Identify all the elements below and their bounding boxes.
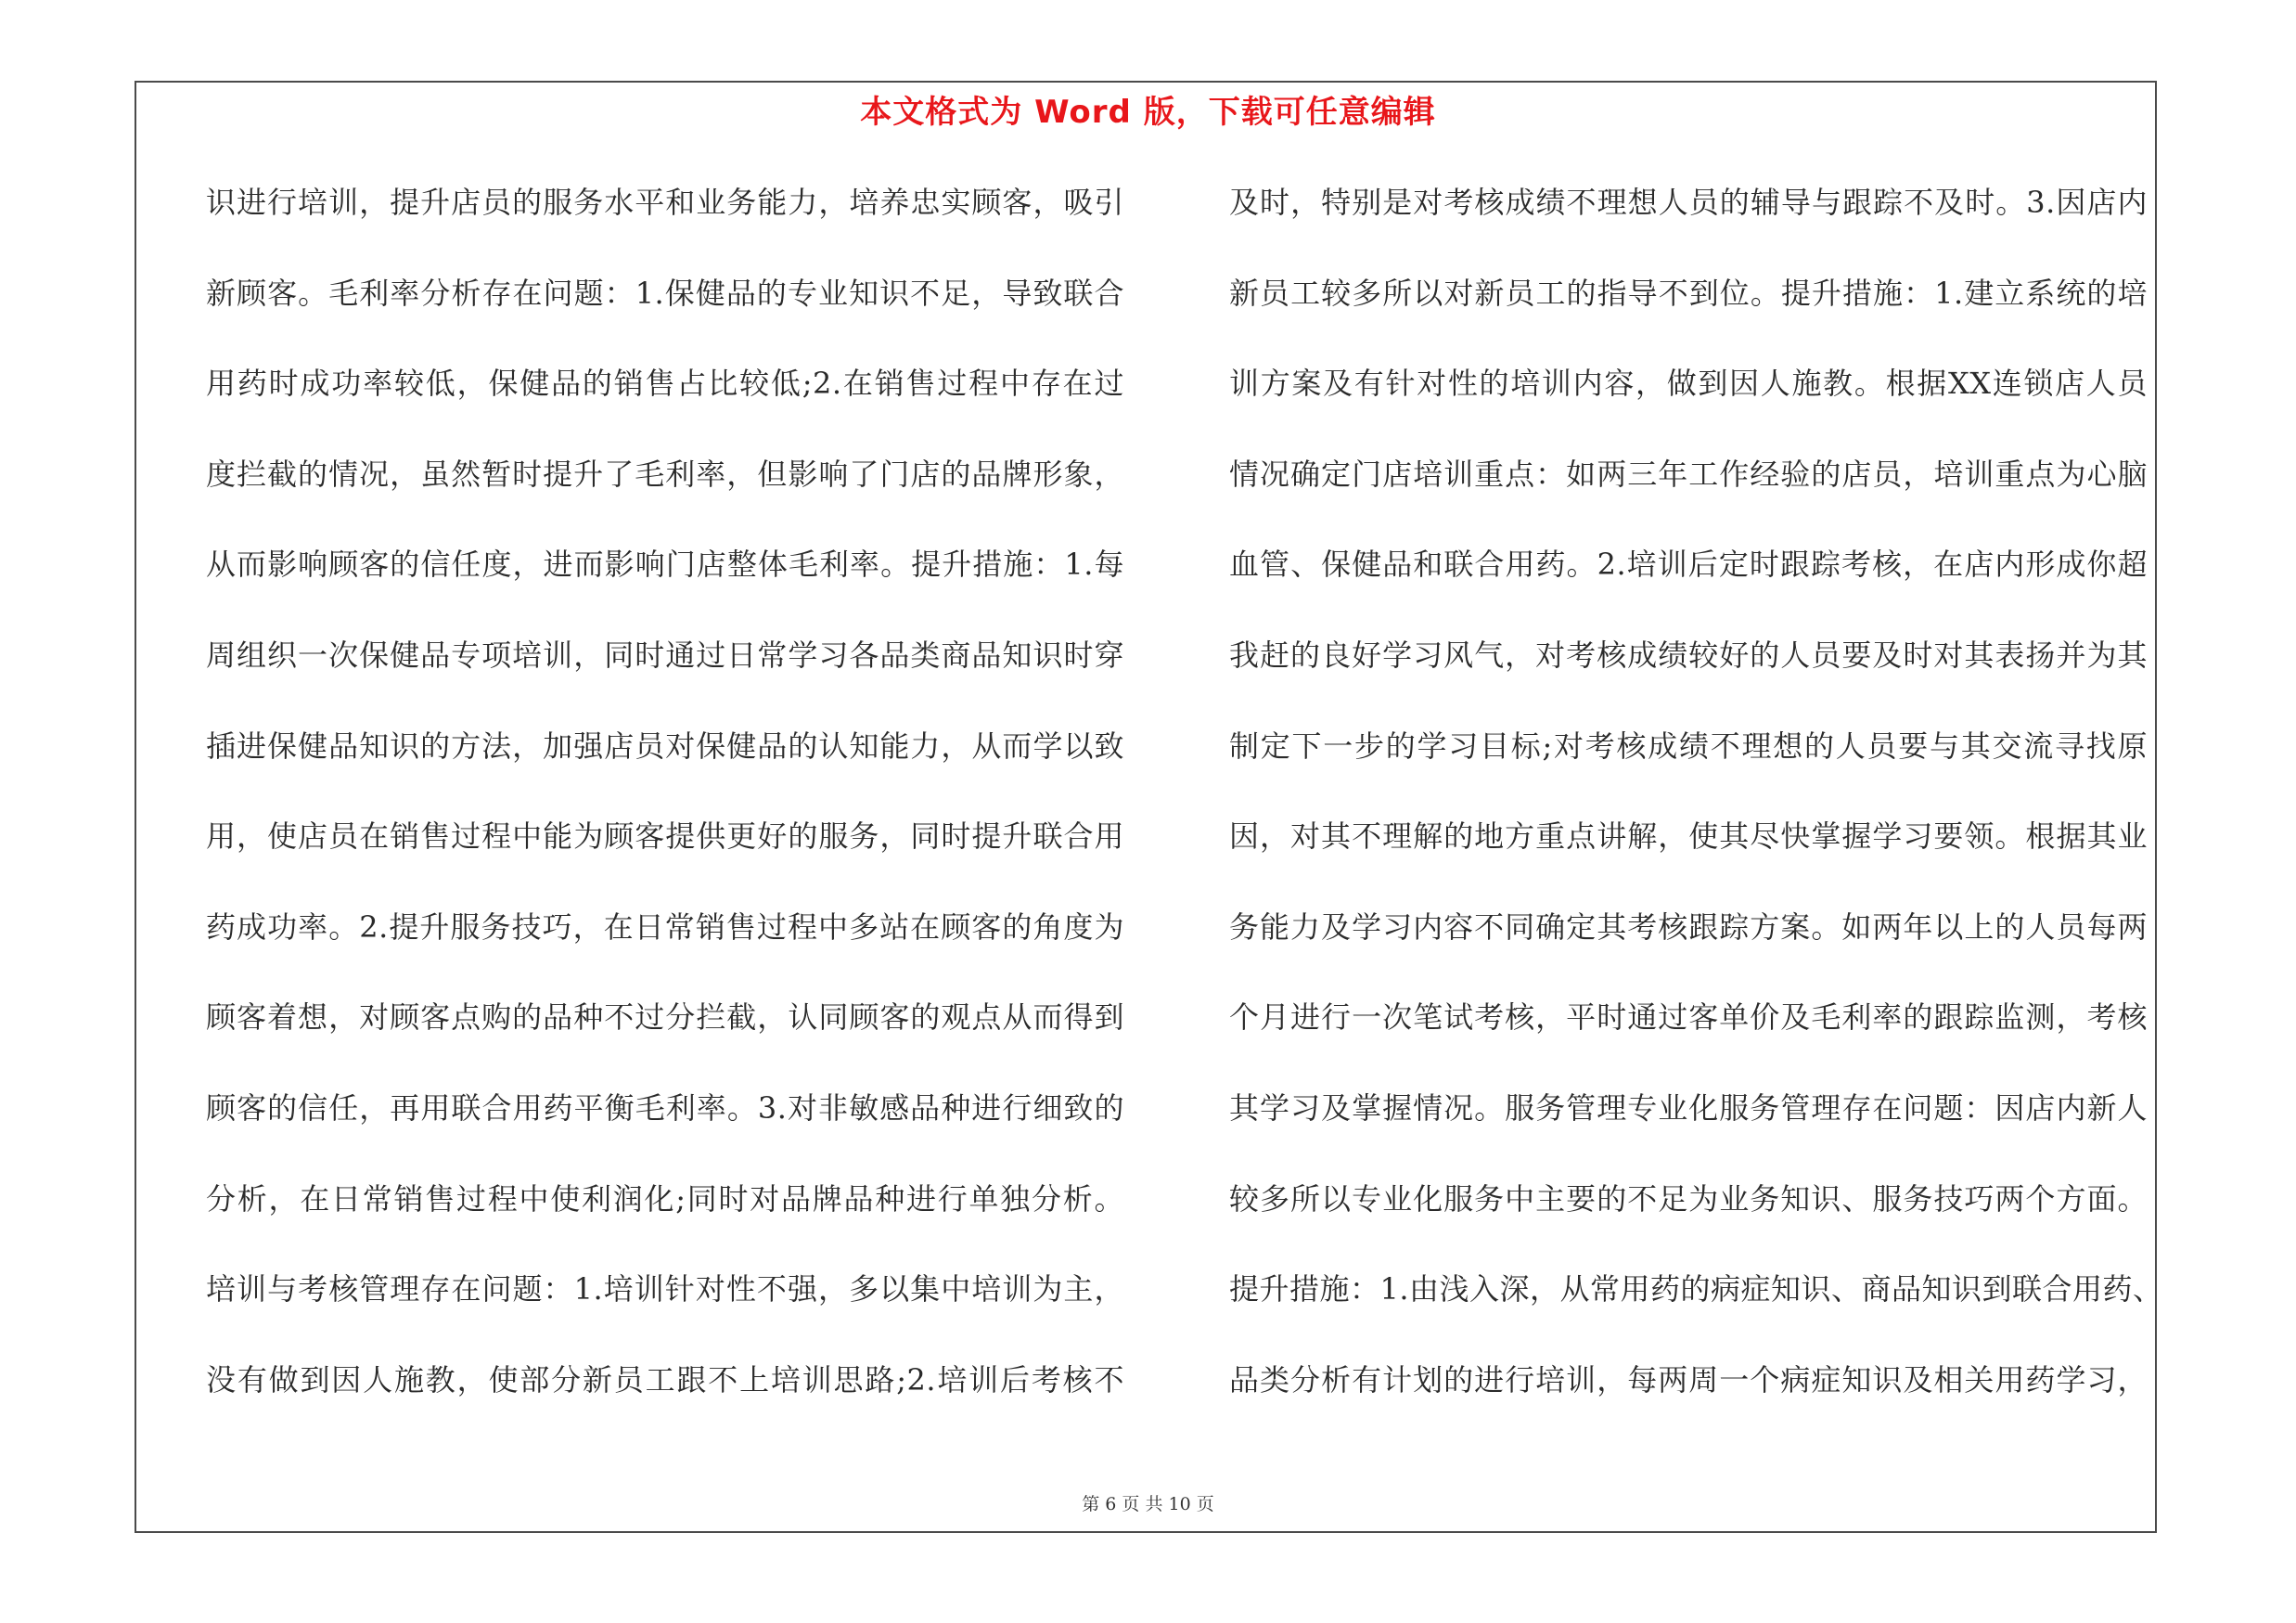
text-line: 药成功率。2.提升服务技巧，在日常销售过程中多站在顾客的角度为 (206, 908, 1124, 945)
text-line: 及时，特别是对考核成绩不理想人员的辅导与跟踪不及时。3.因店内 (1229, 185, 2148, 220)
text-line: 提升措施：1.由浅入深，从常用药的病症知识、商品知识到联合用药、 (1229, 1271, 2163, 1307)
text-line: 其学习及掌握情况。服务管理专业化服务管理存在问题：因店内新人 (1229, 1089, 2148, 1126)
text-line: 新员工较多所以对新员工的指导不到位。提升措施：1.建立系统的培 (1229, 275, 2148, 311)
text-line: 分析，在日常销售过程中使利润化;同时对品牌品种进行单独分析。 (206, 1180, 1124, 1217)
text-line: 度拦截的情况，虽然暂时提升了毛利率，但影响了门店的品牌形象， (206, 456, 1124, 492)
format-banner: 本文格式为 Word 版，下载可任意编辑 (860, 94, 1436, 131)
text-line: 从而影响顾客的信任度，进而影响门店整体毛利率。提升措施：1.每 (206, 547, 1124, 583)
text-line: 务能力及学习内容不同确定其考核跟踪方案。如两年以上的人员每两 (1229, 908, 2148, 945)
text-line: 用药时成功率较低，保健品的销售占比较低;2.在销售过程中存在过 (206, 366, 1124, 402)
page-number-footer: 第 6 页 共 10 页 (1082, 1494, 1214, 1514)
text-line: 品类分析有计划的进行培训，每两周一个病症知识及相关用药学习， (1229, 1361, 2148, 1398)
text-line: 情况确定门店培训重点：如两三年工作经验的店员，培训重点为心脑 (1229, 456, 2148, 492)
right-text-column (1229, 182, 2163, 1449)
text-line: 制定下一步的学习目标;对考核成绩不理想的人员要与其交流寻找原 (1229, 728, 2148, 764)
text-line: 我赶的良好学习风气，对考核成绩较好的人员要及时对其表扬并为其 (1229, 637, 2148, 673)
text-line: 因，对其不理解的地方重点讲解，使其尽快掌握学习要领。根据其业 (1229, 818, 2148, 855)
text-line: 周组织一次保健品专项培训，同时通过日常学习各品类商品知识时穿 (206, 637, 1124, 673)
text-line: 识进行培训，提升店员的服务水平和业务能力，培养忠实顾客，吸引 (206, 185, 1124, 220)
text-line: 较多所以专业化服务中主要的不足为业务知识、服务技巧两个方面。 (1229, 1180, 2148, 1217)
text-line: 用，使店员在销售过程中能为顾客提供更好的服务，同时提升联合用 (206, 818, 1124, 855)
text-line: 血管、保健品和联合用药。2.培训后定时跟踪考核，在店内形成你超 (1229, 547, 2148, 583)
left-text-column (206, 182, 1124, 1449)
text-line: 顾客着想，对顾客点购的品种不过分拦截，认同顾客的观点从而得到 (206, 999, 1124, 1036)
text-line: 新顾客。毛利率分析存在问题：1.保健品的专业知识不足，导致联合 (206, 275, 1124, 311)
text-line: 训方案及有针对性的培训内容，做到因人施教。根据XX连锁店人员 (1229, 366, 2148, 402)
text-line: 顾客的信任，再用联合用药平衡毛利率。3.对非敏感品种进行细致的 (206, 1089, 1124, 1126)
text-line: 个月进行一次笔试考核，平时通过客单价及毛利率的跟踪监测，考核 (1229, 999, 2148, 1036)
text-line: 培训与考核管理存在问题：1.培训针对性不强，多以集中培训为主， (206, 1271, 1124, 1307)
text-line: 插进保健品知识的方法，加强店员对保健品的认知能力，从而学以致 (206, 728, 1124, 764)
text-line: 没有做到因人施教，使部分新员工跟不上培训思路;2.培训后考核不 (206, 1361, 1124, 1398)
